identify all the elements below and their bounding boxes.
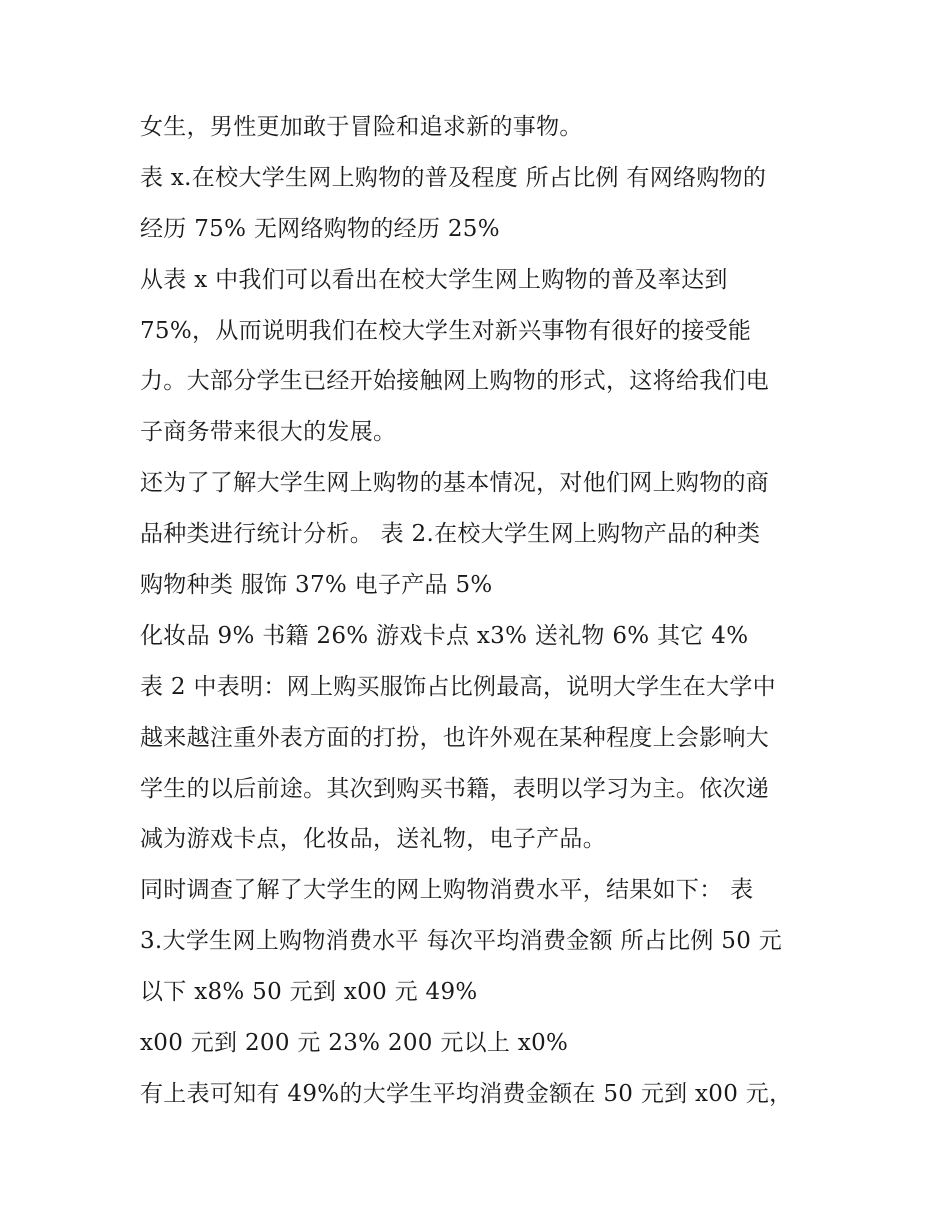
text-line: 购物种类 服饰 37% 电子产品 5% [140,572,493,599]
text-line: 有上表可知有 49%的大学生平均消费金额在 50 元到 x00 元， [140,1080,793,1107]
text-line: 同时调查了解了大学生的网上购物消费水平，结果如下： 表 [140,877,754,904]
text-line: 还为了了解大学生网上购物的基本情况，对他们网上购物的商 [140,470,770,497]
text-line: 子商务带来很大的发展。 [140,419,397,446]
text-line: 从表 x 中我们可以看出在校大学生网上购物的普及率达到 [140,266,728,293]
text-line: 75%，从而说明我们在校大学生对新兴事物有很好的接受能 [140,317,752,344]
text-line: 学生的以后前途。其次到购买书籍，表明以学习为主。依次递 [140,775,770,802]
text-line: 越来越注重外表方面的打扮，也许外观在某种程度上会影响大 [140,724,770,751]
text-line: 女生，男性更加敢于冒险和追求新的事物。 [140,114,583,140]
text-line: 品种类进行统计分析。 表 2.在校大学生网上购物产品的种类 [140,521,761,548]
text-line: x00 元到 200 元 23% 200 元以上 x0% [140,1030,569,1057]
text-line: 表 2 中表明：网上购买服饰占比例最高，说明大学生在大学中 [140,673,776,700]
text-line: 3.大学生网上购物消费水平 每次平均消费金额 所占比例 50 元 [140,928,783,955]
text-line: 减为游戏卡点，化妆品，送礼物，电子产品。 [140,826,606,853]
document-page [140,102,840,1120]
text-line: 经历 75% 无网络购物的经历 25% [140,215,500,242]
text-line: 力。大部分学生已经开始接触网上购物的形式，这将给我们电 [140,368,770,395]
text-line: 化妆品 9% 书籍 26% 游戏卡点 x3% 送礼物 6% 其它 4% [140,622,749,649]
text-line: 以下 x8% 50 元到 x00 元 49% [140,979,478,1006]
text-line: 表 x.在校大学生网上购物的普及程度 所占比例 有网络购物的 [140,164,767,191]
